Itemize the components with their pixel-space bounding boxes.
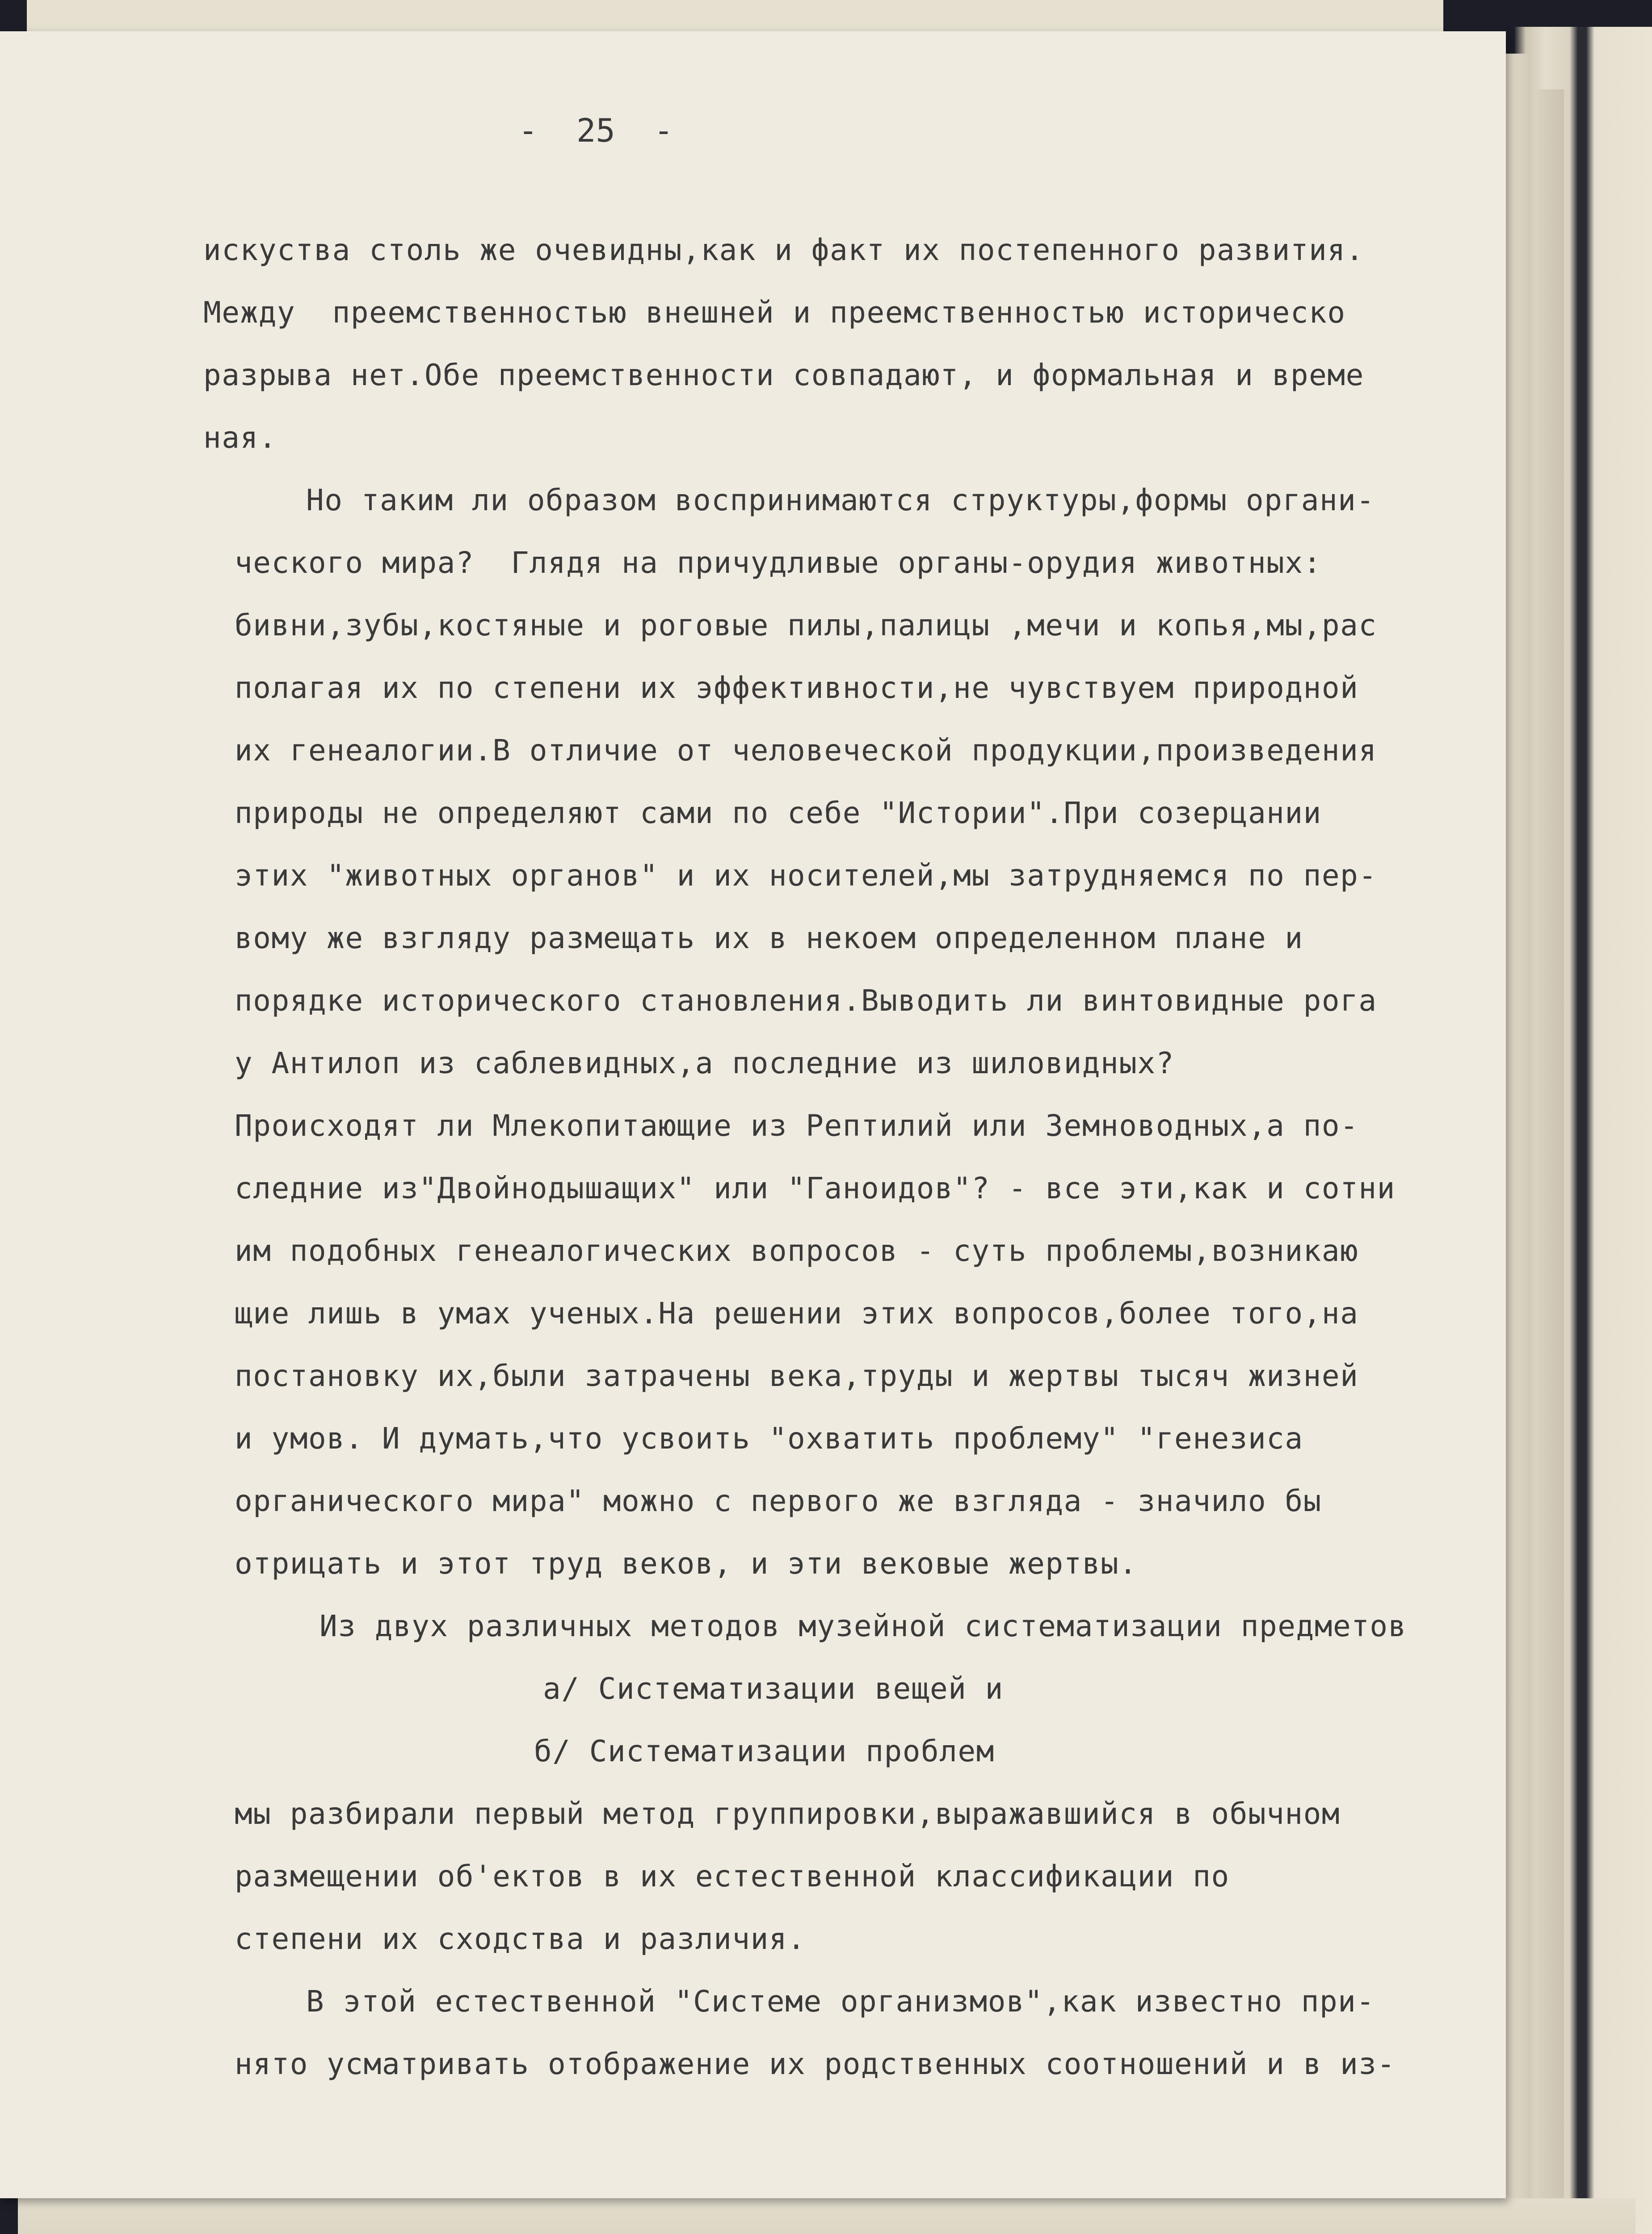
text-line: щие лишь в умах ученых.На решении этих вопросов,более того,на	[235, 1296, 1359, 1331]
text-line: бивни,зубы,костяные и роговые пилы,палицы ,мечи и копья,мы,рас	[235, 608, 1377, 642]
bottom-sheet-edge	[18, 2198, 1635, 2234]
typewritten-page	[0, 31, 1506, 2198]
text-line: ная.	[203, 420, 277, 455]
text-line: органического мира" можно с первого же взгляда - значило бы	[235, 1484, 1322, 1518]
text-line: искуства столь же очевидны,как и факт их постепенного развития.	[203, 233, 1364, 267]
text-line: им подобных генеалогических вопросов - суть проблемы,возникаю	[235, 1234, 1359, 1268]
text-line: постановку их,были затрачены века,труды и жертвы тысяч жизней	[235, 1359, 1359, 1393]
text-line: у Антилоп из саблевидных,а последние из шиловидных?	[235, 1046, 1175, 1080]
text-line: разрыва нет.Обе преемственности совпадают, и формальная и време	[203, 358, 1364, 392]
text-line: следние из"Двойнодышащих" или "Ганоидов"? - все эти,как и сотни	[235, 1171, 1396, 1205]
list-item-b: б/ Систематизации проблем	[534, 1734, 995, 1768]
text-line: мы разбирали первый метод группировки,выражавшийся в обычном	[235, 1797, 1341, 1831]
text-line: Между преемственностью внешней и преемственностью историческо	[203, 295, 1346, 330]
text-line: отрицать и этот труд веков, и эти вековые жертвы.	[235, 1546, 1138, 1581]
text-line: Происходят ли Млекопитающие из Рептилий или Земноводных,а по-	[235, 1109, 1359, 1143]
text-line: природы не определяют сами по себе "Истории".При созерцании	[235, 796, 1322, 830]
text-line: вому же взгляду размещать их в некоем определенном плане и	[235, 921, 1303, 955]
text-line: нято усматривать отображение их родственных соотношений и в из-	[235, 2047, 1396, 2081]
right-sheet-edge-2	[1537, 89, 1564, 2234]
text-line: их генеалогии.В отличие от человеческой продукции,произведения	[235, 733, 1377, 768]
paragraph-start-line: Из двух различных методов музейной систематизации предметов	[319, 1609, 1407, 1643]
list-item-a: а/ Систематизации вещей и	[543, 1671, 1004, 1706]
text-line: степени их сходства и различия.	[235, 1922, 806, 1956]
text-line: размещении об'ектов в их естественной классификации по	[235, 1859, 1230, 1894]
text-line: и умов. И думать,что усвоить "охватить проблему" "генезиса	[235, 1421, 1303, 1456]
text-line: порядке исторического становления.Выводить ли винтовидные рога	[235, 983, 1377, 1018]
text-line: полагая их по степени их эффективности,не чувствуем природной	[235, 671, 1359, 705]
paragraph-start-line: В этой естественной "Системе организмов",как известно при-	[306, 1984, 1375, 2019]
text-line: ческого мира? Глядя на причудливые органы-орудия животных:	[235, 546, 1322, 580]
page-number: - 25 -	[518, 112, 673, 149]
text-line: этих "животных органов" и их носителей,мы затрудняемся по пер-	[235, 858, 1377, 893]
right-page-stack	[1515, 27, 1652, 2234]
page-body	[203, 219, 1499, 2095]
paragraph-start-line: Но таким ли образом воспринимаются структуры,формы органи-	[306, 483, 1375, 517]
